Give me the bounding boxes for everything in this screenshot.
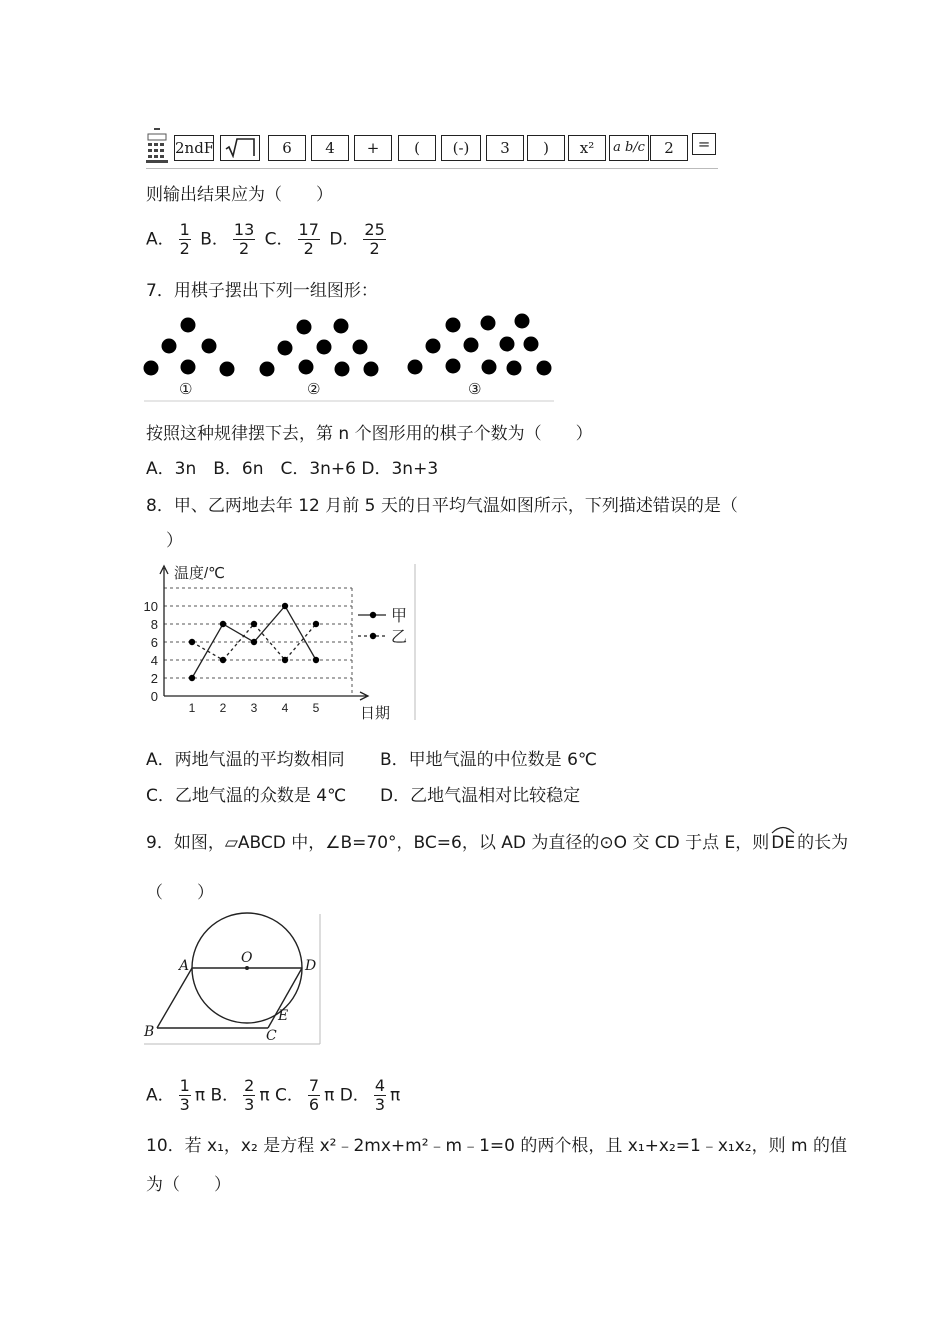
option-a-fraction: $\frac{1}{3}$	[179, 1076, 190, 1114]
key-2: 2	[650, 135, 688, 161]
option-c-letter: C．	[275, 1085, 304, 1106]
y-tick-label: 0	[150, 689, 158, 704]
key-3: 3	[486, 135, 524, 161]
key-sqrt	[220, 135, 260, 161]
q9-stem	[146, 832, 848, 854]
x-tick-label: 3	[250, 701, 258, 715]
option-c-fraction: $\frac{7}{6}$	[308, 1076, 320, 1114]
q8-stem-line2: ）	[166, 531, 183, 551]
y-tick-label: 8	[150, 617, 158, 632]
q6-prompt: 则输出结果应为（ ）	[146, 185, 333, 205]
key-x-squared: x²	[568, 135, 606, 161]
x-tick-label: 1	[188, 701, 196, 715]
data-point-series-2	[313, 621, 319, 627]
key-4: 4	[311, 135, 349, 161]
option-d-letter: D．	[339, 1085, 370, 1106]
option-b-letter: B．	[200, 229, 229, 250]
option-d-fraction: $\frac{4}{3}$	[374, 1076, 385, 1114]
y-tick-label: 6	[150, 635, 158, 650]
x-tick-label: 5	[312, 701, 320, 715]
option-d-fraction: $\frac{25}{2}$	[364, 220, 385, 258]
arc-de-label: DE	[771, 832, 795, 854]
q6-options	[146, 221, 390, 258]
key-6: 6	[268, 135, 306, 161]
option-b-fraction: $\frac{2}{3}$	[244, 1076, 255, 1114]
data-point-series-1	[251, 639, 257, 645]
q7-chess-pattern-figure	[140, 310, 560, 404]
data-point-series-2	[251, 621, 257, 627]
data-point-series-1	[189, 675, 195, 681]
figure-label-2: ②	[307, 380, 321, 398]
key-strip-underline	[146, 168, 718, 169]
q9-paren: （ ）	[146, 883, 214, 903]
data-point-series-2	[220, 657, 226, 663]
point-label-a: A	[179, 958, 190, 974]
option-c-letter: C．	[264, 229, 294, 250]
key-plus: +	[354, 135, 392, 161]
point-label-c: C	[266, 1028, 277, 1044]
key-equals: =	[692, 133, 716, 155]
x-axis-label: 日期	[360, 705, 391, 722]
figure-label-3: ③	[468, 380, 482, 398]
point-label-d: D	[305, 958, 317, 974]
y-tick-label: 2	[150, 671, 158, 686]
key-close-paren: )	[527, 135, 565, 161]
q7-options: A．3n B．6n C．3n+6 D．3n+3	[146, 459, 439, 479]
legend-marker-1	[370, 612, 376, 618]
option-b-fraction: $\frac{13}{2}$	[233, 220, 255, 258]
option-a-fraction: $\frac{1}{2}$	[179, 220, 190, 258]
x-tick-label: 2	[219, 701, 227, 715]
q7-stem: 7．用棋子摆出下列一组图形：	[146, 281, 378, 301]
key-fraction: a b/c	[609, 135, 649, 161]
data-point-series-2	[282, 657, 288, 663]
x-tick-label: 4	[281, 701, 289, 715]
q9-options: A． $\frac{1}{3}$ π B． $\frac{2}{3}$ π C． $\frac{7}{6}$ π D． $\frac{4}{3}$ π	[146, 1076, 401, 1114]
option-b-letter: B．	[210, 1085, 240, 1106]
q8-option-c: C．乙地气温的众数是 4℃	[146, 786, 347, 806]
point-label-e: E	[278, 1008, 289, 1024]
legend-label-1: 甲	[391, 608, 408, 625]
point-label-b: B	[144, 1024, 155, 1040]
option-c-fraction: $\frac{17}{2}$	[298, 220, 319, 258]
option-a-letter: A．	[146, 1085, 175, 1106]
y-axis-label: 温度/℃	[174, 565, 226, 582]
q10-line1: 10．若 x₁，x₂ 是方程 x²﹣2mx+m²﹣m﹣1=0 的两个根，且 x₁+x₂=1﹣x₁x₂，则 m 的值	[146, 1136, 847, 1156]
q7-prompt: 按照这种规律摆下去，第 n 个图形用的棋子个数为（ ）	[146, 424, 593, 444]
option-a-letter: A．	[146, 229, 175, 250]
q9-geometry-figure	[140, 912, 322, 1048]
calculator-icon	[146, 128, 168, 164]
data-point-series-1	[282, 603, 288, 609]
data-point-series-2	[189, 639, 195, 645]
q9-stem-text: 9．如图，▱ABCD 中，∠B=70°，BC=6，以 AD 为直径的⊙O 交 CD 于点 E，则	[146, 833, 770, 853]
figure-label-1: ①	[179, 380, 193, 398]
option-d-letter: D．	[329, 229, 360, 250]
data-point-series-1	[220, 621, 226, 627]
point-label-o: O	[241, 950, 253, 966]
y-tick-label: 10	[143, 599, 158, 614]
legend-marker-2	[370, 633, 376, 639]
q8-stem-line1: 8．甲、乙两地去年 12 月前 5 天的日平均气温如图所示，下列描述错误的是（	[146, 496, 738, 516]
temperature-line-chart	[140, 560, 420, 724]
key-2ndf: 2ndF	[174, 135, 214, 161]
key-open-paren: (	[398, 135, 436, 161]
data-point-series-1	[313, 657, 319, 663]
q9-stem-tail: 的长为	[797, 833, 849, 853]
y-tick-label: 4	[150, 653, 158, 668]
q8-option-d: D．乙地气温相对比较稳定	[380, 786, 581, 806]
key-negative: (-)	[441, 135, 481, 161]
q8-option-b: B．甲地气温的中位数是 6℃	[380, 750, 597, 770]
q8-option-a: A．两地气温的平均数相同	[146, 750, 345, 770]
legend-label-2: 乙	[391, 629, 408, 646]
q10-line2: 为（ ）	[146, 1175, 231, 1195]
